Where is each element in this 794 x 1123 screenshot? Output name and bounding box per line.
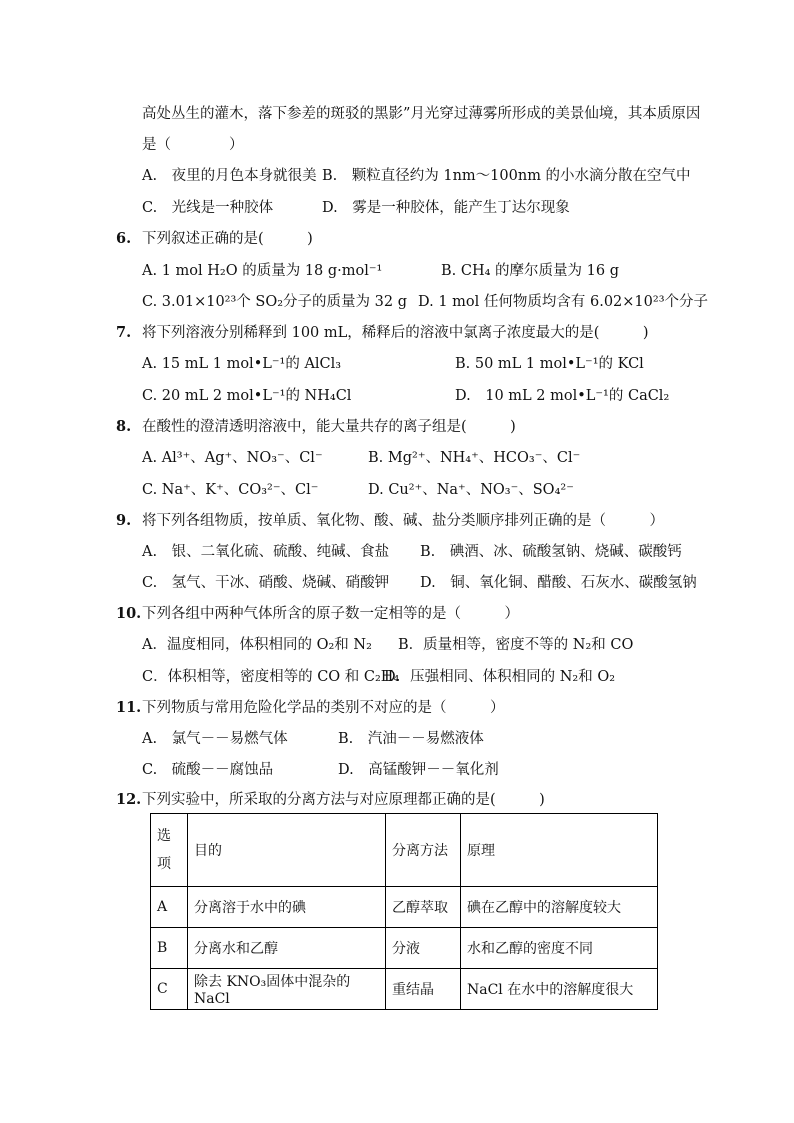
question-5-option-d: D. 雾是一种胶体，能产生丁达尔现象 xyxy=(322,200,570,216)
question-11-stem: 下列物质与常用危险化学品的类别不对应的是（ ） xyxy=(142,700,505,716)
question-10-option-d: D．压强相同、体积相同的 N₂和 O₂ xyxy=(384,669,616,685)
question-9-option-c: C. 氢气、干冰、硝酸、烧碱、硝酸钾 xyxy=(142,575,390,591)
question-10-stem: 下列各组中两种气体所含的原子数一定相等的是（ ） xyxy=(142,606,519,622)
question-11-option-c: C. 硫酸－－腐蚀品 xyxy=(142,762,274,778)
question-10-number: 10. xyxy=(116,605,142,622)
table-header-principle: 原理 xyxy=(461,814,658,887)
question-7-number: 7. xyxy=(116,324,132,341)
question-5-stem-line1: 高处丛生的灌木，落下参差的斑驳的黑影”月光穿过薄雾所形成的美景仙境，其本质原因 xyxy=(142,106,701,122)
question-6-number: 6. xyxy=(116,230,132,247)
separation-methods-table xyxy=(150,813,658,1010)
question-6-option-d: D. 1 mol 任何物质均含有 6.02×10²³个分子 xyxy=(418,294,709,310)
question-8-option-d: D. Cu²⁺、Na⁺、NO₃⁻、SO₄²⁻ xyxy=(368,482,574,498)
table-header-purpose: 目的 xyxy=(188,814,386,887)
question-5-option-a: A. 夜里的月色本身就很美 xyxy=(142,168,317,184)
table-cell-method: 分液 xyxy=(386,928,461,969)
question-11-number: 11. xyxy=(116,699,142,716)
question-7-stem: 将下列溶液分别稀释到 100 mL，稀释后的溶液中氯离子浓度最大的是( ) xyxy=(142,325,649,341)
table-header-row xyxy=(151,814,658,887)
table-cell-option: B xyxy=(151,928,188,969)
table-cell-option: A xyxy=(151,887,188,928)
question-5-stem-line2: 是（ ） xyxy=(142,137,244,153)
question-7-option-c: C. 20 mL 2 mol•L⁻¹的 NH₄Cl xyxy=(142,388,352,404)
question-10-option-b: B．质量相等，密度不等的 N₂和 CO xyxy=(398,637,634,653)
question-8-option-c: C. Na⁺、K⁺、CO₃²⁻、Cl⁻ xyxy=(142,482,319,498)
table-header-option: 选项 xyxy=(151,814,188,887)
question-7-option-a: A. 15 mL 1 mol•L⁻¹的 AlCl₃ xyxy=(142,356,342,372)
table-cell-purpose: 除去 KNO₃固体中混杂的 NaCl xyxy=(188,969,386,1010)
table-cell-method: 重结晶 xyxy=(386,969,461,1010)
table-cell-option: C xyxy=(151,969,188,1010)
question-7-option-b: B. 50 mL 1 mol•L⁻¹的 KCl xyxy=(455,356,644,372)
table-row xyxy=(151,969,658,1010)
table-cell-method: 乙醇萃取 xyxy=(386,887,461,928)
table-cell-purpose: 分离水和乙醇 xyxy=(188,928,386,969)
table-cell-principle: 水和乙醇的密度不同 xyxy=(461,928,658,969)
question-8-option-a: A. Al³⁺、Ag⁺、NO₃⁻、Cl⁻ xyxy=(142,450,323,466)
question-10-option-c: C．体积相等，密度相等的 CO 和 C₂H₄ xyxy=(142,669,400,685)
question-11-option-a: A. 氯气－－易燃气体 xyxy=(142,731,288,747)
question-11-option-d: D. 高锰酸钾－－氧化剂 xyxy=(338,762,499,778)
question-6-option-a: A. 1 mol H₂O 的质量为 18 g·mol⁻¹ xyxy=(142,263,383,279)
question-6-option-b: B. CH₄ 的摩尔质量为 16 g xyxy=(441,263,619,279)
table-row xyxy=(151,887,658,928)
question-9-option-d: D. 铜、氧化铜、醋酸、石灰水、碳酸氢钠 xyxy=(420,575,697,591)
question-9-stem: 将下列各组物质，按单质、氧化物、酸、碱、盐分类顺序排列正确的是（ ） xyxy=(142,513,664,529)
question-9-option-b: B. 碘酒、冰、硫酸氢钠、烧碱、碳酸钙 xyxy=(420,544,682,560)
table-row xyxy=(151,928,658,969)
question-9-option-a: A. 银、二氧化硫、硫酸、纯碱、食盐 xyxy=(142,544,390,560)
question-8-option-b: B. Mg²⁺、NH₄⁺、HCO₃⁻、Cl⁻ xyxy=(368,450,581,466)
question-12-stem: 下列实验中，所采取的分离方法与对应原理都正确的是( ) xyxy=(142,792,545,808)
question-6-stem: 下列叙述正确的是( ) xyxy=(142,231,313,247)
table-cell-principle: NaCl 在水中的溶解度很大 xyxy=(461,969,658,1010)
question-12-number: 12. xyxy=(116,791,142,808)
table-header-method: 分离方法 xyxy=(386,814,461,887)
question-11-option-b: B. 汽油－－易燃液体 xyxy=(338,731,484,747)
question-5-option-c: C. 光线是一种胶体 xyxy=(142,200,274,216)
question-10-option-a: A．温度相同，体积相同的 O₂和 N₂ xyxy=(142,637,372,653)
question-7-option-d: D. 10 mL 2 mol•L⁻¹的 CaCl₂ xyxy=(455,388,670,404)
question-8-number: 8. xyxy=(116,418,132,435)
question-8-stem: 在酸性的澄清透明溶液中，能大量共存的离子组是( ) xyxy=(142,419,516,435)
table-cell-purpose: 分离溶于水中的碘 xyxy=(188,887,386,928)
question-5-option-b: B. 颗粒直径约为 1nm～100nm 的小水滴分散在空气中 xyxy=(322,168,691,184)
table-cell-principle: 碘在乙醇中的溶解度较大 xyxy=(461,887,658,928)
question-6-option-c: C. 3.01×10²³个 SO₂分子的质量为 32 g xyxy=(142,294,407,310)
question-9-number: 9. xyxy=(116,512,132,529)
